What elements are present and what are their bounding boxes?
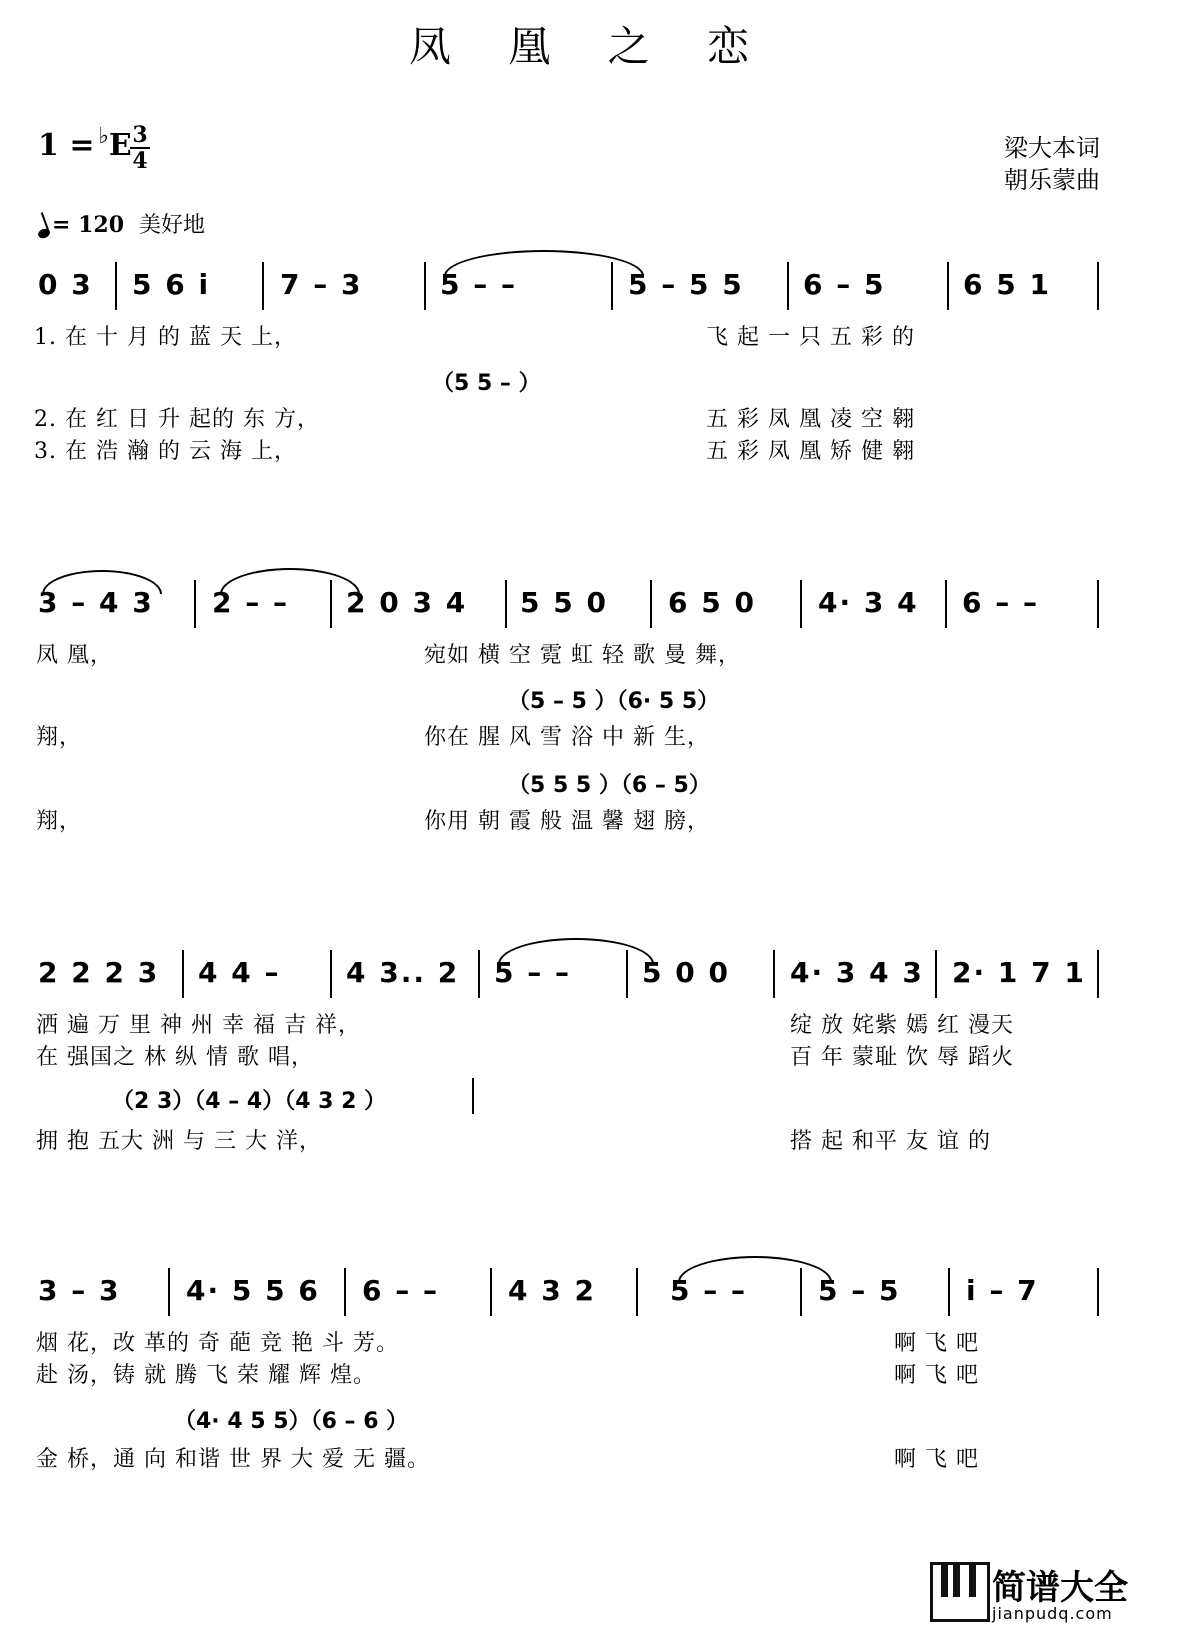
composer-credit: 朝乐蒙曲 <box>1004 166 1100 194</box>
lyric-line-2: 赴 汤，铸 就 腾 飞 荣 耀 辉 煌。 <box>36 1363 376 1388</box>
piano-keys-icon <box>930 1562 990 1622</box>
lyric-line-1: 烟 花，改 革的 奇 葩 竞 艳 斗 芳。 <box>36 1331 399 1356</box>
lyric-line-3: 3. 在 浩 瀚 的 云 海 上， <box>34 439 297 464</box>
lyric-line-1-cont: 宛如 横 空 霓 虹 轻 歌 曼 舞， <box>424 643 741 668</box>
measure: 0 3 <box>38 268 93 301</box>
quarter-note-icon <box>37 227 51 240</box>
measure: 3 – 3 <box>38 1274 121 1307</box>
measure: 5 – – <box>494 956 571 989</box>
measure: 3 – 4 3 <box>38 586 154 619</box>
lyric-line-3-cont: 搭 起 和平 友 谊 的 <box>790 1129 991 1154</box>
variant-notes: （4· 4 5 5）（6 – 6 ） <box>174 1409 409 1434</box>
lyric-line-3: 翔， <box>36 809 83 834</box>
lyric-line-2-cont: 啊 飞 吧 <box>894 1363 979 1388</box>
variant-notes: （5 – 5 ）（6· 5 5） <box>508 689 720 714</box>
measure: 5 0 0 <box>642 956 730 989</box>
lyric-line-1: 洒 遍 万 里 神 州 幸 福 吉 祥， <box>36 1013 361 1038</box>
measure: 6 – 5 <box>803 268 886 301</box>
lyric-line-3-cont: 啊 飞 吧 <box>894 1447 979 1472</box>
variant-notes: （2 3）（4 – 4）（4 3 2 ） <box>112 1089 387 1114</box>
lyric-line-2: 翔， <box>36 725 83 750</box>
measure: 2 – – <box>212 586 289 619</box>
measure: 4 3 2 <box>508 1274 596 1307</box>
tempo-marking: = 120 美好地 <box>38 208 205 239</box>
measure: 2 2 2 3 <box>38 956 160 989</box>
flat-sign: ♭ <box>98 123 109 149</box>
measure: 5 – – <box>440 268 517 301</box>
measure: 5 6 i <box>132 268 211 301</box>
watermark-url: jianpudq.com <box>992 1604 1113 1623</box>
measure: 5 – – <box>670 1274 747 1307</box>
lyric-line-1: 1. 在 十 月 的 蓝 天 上， <box>34 325 297 350</box>
time-signature: 3 4 <box>130 124 150 172</box>
measure: 4· 3 4 <box>818 586 919 619</box>
measure: 7 – 3 <box>280 268 363 301</box>
watermark-name: 简谱大全 <box>992 1568 1128 1608</box>
lyric-line-2-cont: 五 彩 凤 凰 凌 空 翱 <box>706 407 915 432</box>
lyric-line-1: 凤 凰， <box>36 643 113 668</box>
lyric-line-2: 在 强国之 林 纵 情 歌 唱， <box>36 1045 314 1070</box>
lyric-line-2: 2. 在 红 日 升 起的 东 方， <box>34 407 320 432</box>
variant-notes: （5 5 5 ）（6 – 5） <box>508 773 711 798</box>
measure: 5 – 5 <box>818 1274 901 1307</box>
measure: 4 4 – <box>198 956 281 989</box>
measure: 4 3.. 2 <box>346 956 460 989</box>
song-title: 凤 凰 之 恋 <box>408 22 772 71</box>
lyric-line-3: 拥 抱 五大 洲 与 三 大 洋， <box>36 1129 322 1154</box>
lyric-line-3-cont: 五 彩 凤 凰 矫 健 翱 <box>706 439 915 464</box>
measure: 2 0 3 4 <box>346 586 468 619</box>
lyric-line-1-cont: 飞 起 一 只 五 彩 的 <box>706 325 915 350</box>
key-signature: 1 = ♭E <box>38 123 132 163</box>
site-watermark <box>930 1560 1150 1632</box>
lyricist-credit: 梁大本词 <box>1004 134 1100 162</box>
measure: i – 7 <box>966 1274 1039 1307</box>
measure: 6 5 1 <box>963 268 1051 301</box>
lyric-line-2-cont: 百 年 蒙耻 饮 辱 蹈火 <box>790 1045 1014 1070</box>
measure: 6 5 0 <box>668 586 756 619</box>
variant-notes: （5 5 – ） <box>432 371 541 396</box>
measure: 6 – – <box>962 586 1039 619</box>
measure: 4· 3 4 3 <box>790 956 924 989</box>
measure: 2· 1 7 1 <box>952 956 1086 989</box>
lyric-line-1-cont: 绽 放 姹紫 嫣 红 漫天 <box>790 1013 1014 1038</box>
lyric-line-3-cont: 你用 朝 霞 般 温 馨 翅 膀， <box>424 809 710 834</box>
measure: 5 5 0 <box>520 586 608 619</box>
lyric-line-3: 金 桥，通 向 和谐 世 界 大 爱 无 疆。 <box>36 1447 430 1472</box>
measure: 4· 5 5 6 <box>186 1274 320 1307</box>
measure: 5 – 5 5 <box>628 268 744 301</box>
measure: 6 – – <box>362 1274 439 1307</box>
lyric-line-1-cont: 啊 飞 吧 <box>894 1331 979 1356</box>
lyric-line-2-cont: 你在 腥 风 雪 浴 中 新 生， <box>424 725 710 750</box>
